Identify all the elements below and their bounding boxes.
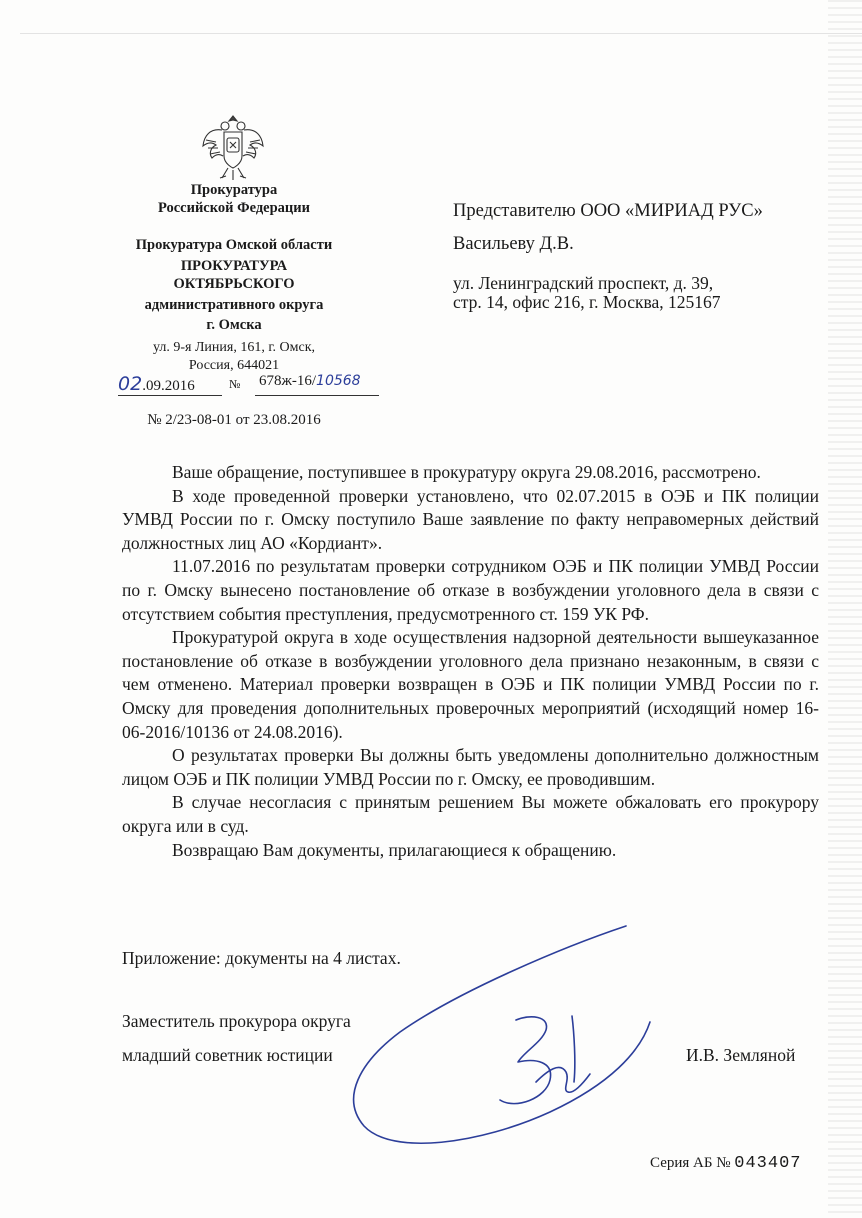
body-paragraph: Прокуратурой округа в ходе осуществления надзорной деятельности вышеуказанное постановление об отказе в возбуждении уголовного дела признано незаконным, в связи с чем отменено. Материал проверки возвращен в ОЭБ и ПК полиции УМВД России по г. Омску для проведения дополнительных проверочных мероприятий (исходящий номер 16-06-2016/10136 от 24.08.2016). [122,627,819,742]
appendix-line: Приложение: документы на 4 листах. [122,948,401,968]
reference-number: № 2/23-08-01 от 23.08.2016 [147,412,321,428]
date-handwritten: 02 [118,373,143,395]
region-name: Прокуратура Омской области [135,237,333,253]
signer-title-1: Заместитель прокурора округа [122,1011,351,1031]
number-handwritten: 10568 [316,373,361,389]
letter-body [122,461,819,862]
recipient-line-1: Представителю ООО «МИРИАД РУС» [453,201,763,221]
body-paragraph: В ходе проведенной проверки установлено, что 02.07.2015 в ОЭБ и ПК полиции УМВД России по г. Омску поступило Ваше заявление по факту неправомерных действий должностных лиц АО «Кордиант». [122,485,819,553]
number-printed: 678ж-16/ [259,373,317,389]
number-field [255,373,379,396]
signer-name: И.В. Земляной [686,1045,796,1065]
recipient-address-1: ул. Ленинградский проспект, д. 39, [453,273,714,293]
number-sign: № [229,377,241,391]
serial-number: 043407 [734,1154,802,1173]
signer-title-2: младший советник юстиции [122,1045,333,1065]
coat-of-arms-icon [200,112,266,184]
serial-label: Серия АБ № [650,1155,731,1171]
office-name-4: г. Омска [206,317,262,333]
office-name-2: ОКТЯБРЬСКОГО [173,276,295,292]
body-paragraph: О результатах проверки Вы должны быть уведомлены дополнительно должностным лицом ОЭБ и ПК полиции УМВД России по г. Омску, ее проводившим. [122,745,819,789]
scan-edge-shadow [828,0,862,1218]
date-field [118,373,222,396]
body-paragraph: Возвращаю Вам документы, прилагающиеся к обращению. [172,839,617,860]
handwritten-signature-icon [340,912,660,1158]
body-paragraph: В случае несогласия с принятым решением Вы можете обжаловать его прокурору округа или в суд. [122,792,819,836]
body-paragraph: Ваше обращение, поступившее в прокуратуру округа 29.08.2016, рассмотрено. [172,462,761,482]
scan-edge-line [20,33,862,34]
org-name-1: Прокуратура [190,182,278,198]
office-name-3: административного округа [144,297,324,313]
form-serial [650,1154,802,1173]
office-address-1: ул. 9-я Линия, 161, г. Омск, [152,340,316,355]
org-name-2: Российской Федерации [157,200,310,216]
office-name-1: ПРОКУРАТУРА [180,258,288,274]
office-address-2: Россия, 644021 [188,358,280,373]
outgoing-date-number [118,373,388,399]
date-printed: .09.2016 [142,378,195,394]
recipient-address-2: стр. 14, офис 216, г. Москва, 125167 [453,292,721,312]
recipient-line-2: Васильеву Д.В. [453,234,574,254]
body-paragraph: 11.07.2016 по результатам проверки сотрудником ОЭБ и ПК полиции УМВД России по г. Омску вынесено постановление об отказе в возбуждении уголовного дела в связи с отсутствием события преступления, предусмотренного ст. 159 УК РФ. [122,556,819,624]
